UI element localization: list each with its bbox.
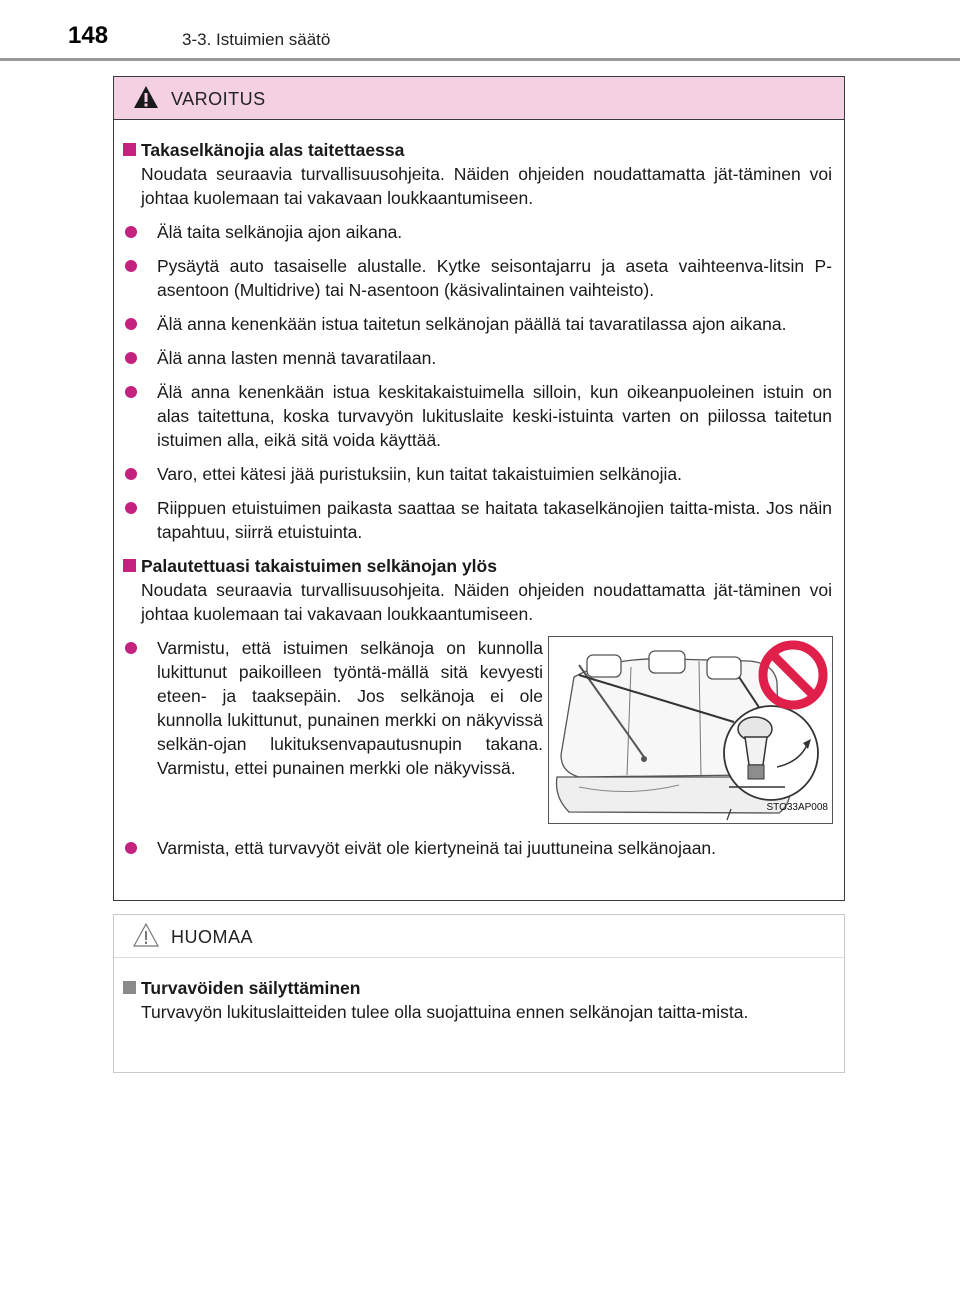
warning-box	[113, 76, 845, 901]
round-bullet-icon	[125, 226, 137, 238]
round-bullet-icon	[125, 842, 137, 854]
notice-label: HUOMAA	[171, 927, 254, 947]
warning-intro-upright: Noudata seuraavia turvallisuusohjeita. Näiden ohjeiden noudattamatta jät-täminen voi johtaa kuolemaan tai vakavaan loukkaantumiseen.	[141, 580, 832, 624]
list-item: Varmista, että turvavyöt eivät ole kiertyneinä tai juuttuneina selkänojaan.	[121, 836, 832, 860]
list-item: Älä anna kenenkään istua keskitakaistuimella silloin, kun oikeanpuoleinen istuin on alas taitettuna, koska turvavyön lukituslaite keski-istuinta varten on piilossa taitetun istuimen alla, eikä sitä voida käyttää.	[121, 380, 832, 452]
figure-row	[121, 636, 832, 826]
caution-triangle-icon	[133, 923, 159, 947]
round-bullet-icon	[125, 468, 137, 480]
list-item: Älä anna lasten mennä tavaratilaan.	[121, 346, 832, 370]
section-title: 3-3. Istuimien säätö	[182, 30, 331, 49]
warning-heading-upright: Palautettuasi takaistuimen selkänojan ylös	[121, 554, 832, 578]
square-bullet-icon	[123, 143, 136, 156]
list-item: Riippuen etuistuimen paikasta saattaa se haitata takaselkänojien taitta-mista. Jos näin tapahtuu, siirrä etuistuinta.	[121, 496, 832, 544]
list-item: Varmistu, että istuimen selkänoja on kunnolla lukittunut paikoilleen työntä-mällä sitä kevyesti eteen- ja taaksepäin. Jos selkänoja ei ole kunnolla lukittunut, punainen merkki on näkyvissä selkän-ojan lukituksenvapautusnupin takana. Varmistu, ettei punainen merkki ole näkyvissä.	[121, 636, 543, 780]
page-header	[0, 0, 960, 62]
round-bullet-icon	[125, 386, 137, 398]
page-number: 148	[68, 22, 109, 49]
warning-triangle-icon	[133, 85, 159, 109]
header-rule	[0, 58, 960, 61]
round-bullet-icon	[125, 352, 137, 364]
warning-label: VAROITUS	[171, 89, 266, 109]
warning-heading-folding: Takaselkänojia alas taitettaessa	[121, 138, 832, 162]
round-bullet-icon	[125, 260, 137, 272]
round-bullet-icon	[125, 642, 137, 654]
list-item: Pysäytä auto tasaiselle alustalle. Kytke seisontajarru ja aseta vaihteenva-litsin P-asentoon (Multidrive) tai N-asentoon (käsivalintainen vaihteisto).	[121, 254, 832, 302]
notice-box	[113, 914, 845, 1073]
square-bullet-icon	[123, 559, 136, 572]
notice-text: Turvavyön lukituslaitteiden tulee olla suojattuina ennen selkänojan taitta-mista.	[141, 1002, 749, 1022]
round-bullet-icon	[125, 502, 137, 514]
round-bullet-icon	[125, 318, 137, 330]
seat-illustration	[548, 636, 833, 824]
notice-body	[114, 958, 844, 1024]
list-item: Älä taita selkänojia ajon aikana.	[121, 220, 832, 244]
notice-box-header	[114, 915, 844, 958]
square-bullet-icon	[123, 981, 136, 994]
notice-heading: Turvavöiden säilyttäminen	[121, 976, 832, 1000]
figure-code: STO33AP008	[766, 802, 828, 813]
warning-box-header	[114, 77, 844, 120]
list-item: Varo, ettei kätesi jää puristuksiin, kun taitat takaistuimien selkänojia.	[121, 462, 832, 486]
warning-intro-folding: Noudata seuraavia turvallisuusohjeita. Näiden ohjeiden noudattamatta jät-täminen voi johtaa kuolemaan tai vakavaan loukkaantumiseen.	[141, 164, 832, 208]
warning-body	[114, 120, 844, 860]
list-item: Älä anna kenenkään istua taitetun selkänojan päällä tai tavaratilassa ajon aikana.	[121, 312, 832, 336]
